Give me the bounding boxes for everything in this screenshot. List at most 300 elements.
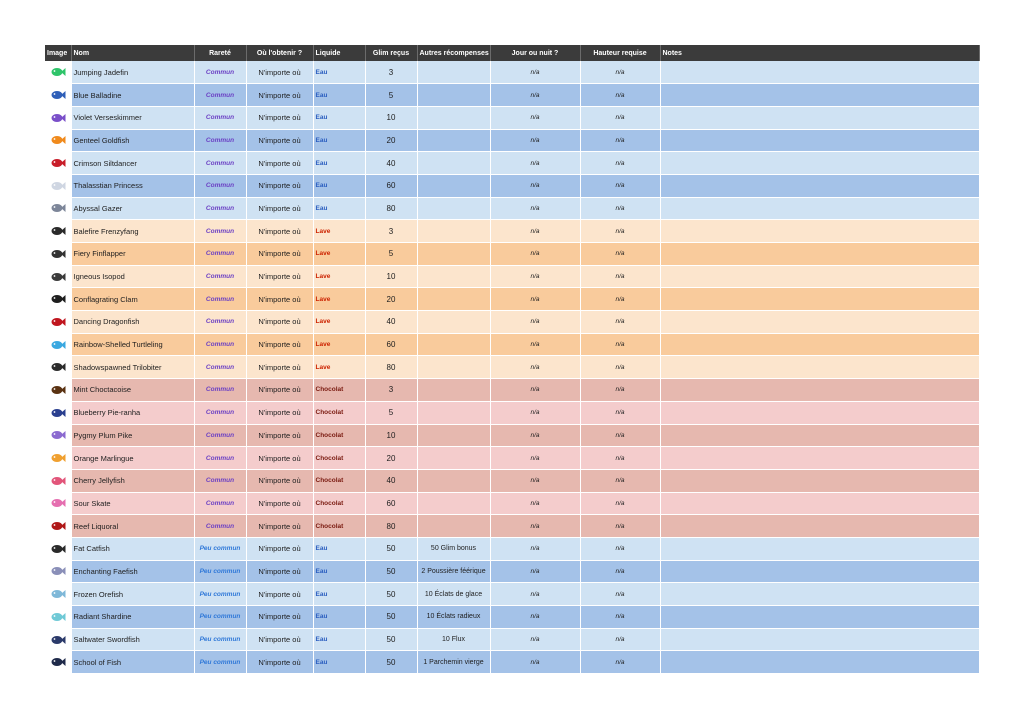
day-night-cell: n/a bbox=[490, 333, 580, 356]
day-night-cell: n/a bbox=[490, 265, 580, 288]
other-rewards-cell bbox=[417, 197, 490, 220]
table-row bbox=[45, 469, 979, 492]
fish-name: Blueberry Pie-ranha bbox=[71, 401, 194, 424]
day-night-cell: n/a bbox=[490, 379, 580, 402]
dragonfish-icon bbox=[50, 314, 66, 330]
glim-cell: 50 bbox=[365, 583, 417, 606]
other-rewards-cell bbox=[417, 311, 490, 334]
header-rarity: Rareté bbox=[194, 45, 246, 61]
rarity-badge: Peu commun bbox=[194, 628, 246, 651]
fish-image-cell bbox=[45, 288, 71, 311]
day-night-cell: n/a bbox=[490, 401, 580, 424]
table-row bbox=[45, 129, 979, 152]
height-cell: n/a bbox=[580, 492, 660, 515]
header-other: Autres récompenses bbox=[417, 45, 490, 61]
other-rewards-cell bbox=[417, 129, 490, 152]
rarity-badge: Commun bbox=[194, 447, 246, 470]
notes-cell bbox=[660, 197, 979, 220]
notes-cell bbox=[660, 84, 979, 107]
day-night-cell: n/a bbox=[490, 469, 580, 492]
fish-name: Abyssal Gazer bbox=[71, 197, 194, 220]
location-cell: N'importe où bbox=[246, 106, 313, 129]
height-cell: n/a bbox=[580, 356, 660, 379]
other-rewards-cell: 1 Parchemin vierge bbox=[417, 651, 490, 674]
glim-cell: 10 bbox=[365, 424, 417, 447]
other-rewards-cell: 2 Poussière féérique bbox=[417, 560, 490, 583]
notes-cell bbox=[660, 288, 979, 311]
rarity-badge: Commun bbox=[194, 424, 246, 447]
liquid-cell: Eau bbox=[313, 560, 365, 583]
liquid-cell: Chocolat bbox=[313, 401, 365, 424]
day-night-cell: n/a bbox=[490, 288, 580, 311]
fish-name: Jumping Jadefin bbox=[71, 61, 194, 84]
liquid-cell: Lave bbox=[313, 265, 365, 288]
swordfish-icon bbox=[50, 632, 66, 648]
liquoral-icon bbox=[50, 518, 66, 534]
day-night-cell: n/a bbox=[490, 129, 580, 152]
glim-cell: 80 bbox=[365, 356, 417, 379]
rarity-badge: Commun bbox=[194, 197, 246, 220]
catfish-icon bbox=[50, 541, 66, 557]
glim-cell: 10 bbox=[365, 106, 417, 129]
notes-cell bbox=[660, 492, 979, 515]
notes-cell bbox=[660, 651, 979, 674]
other-rewards-cell bbox=[417, 220, 490, 243]
location-cell: N'importe où bbox=[246, 265, 313, 288]
table-row bbox=[45, 560, 979, 583]
fish-name: Dancing Dragonfish bbox=[71, 311, 194, 334]
other-rewards-cell: 10 Éclats de glace bbox=[417, 583, 490, 606]
fish-name: Enchanting Faefish bbox=[71, 560, 194, 583]
notes-cell bbox=[660, 333, 979, 356]
day-night-cell: n/a bbox=[490, 220, 580, 243]
height-cell: n/a bbox=[580, 515, 660, 538]
fish-image-cell bbox=[45, 106, 71, 129]
fish-image-cell bbox=[45, 174, 71, 197]
liquid-cell: Eau bbox=[313, 197, 365, 220]
day-night-cell: n/a bbox=[490, 515, 580, 538]
fish-image-cell bbox=[45, 197, 71, 220]
rarity-badge: Commun bbox=[194, 174, 246, 197]
location-cell: N'importe où bbox=[246, 129, 313, 152]
height-cell: n/a bbox=[580, 197, 660, 220]
other-rewards-cell: 10 Éclats radieux bbox=[417, 606, 490, 629]
school-of-fish-icon bbox=[50, 654, 66, 670]
glim-cell: 50 bbox=[365, 651, 417, 674]
location-cell: N'importe où bbox=[246, 424, 313, 447]
other-rewards-cell bbox=[417, 401, 490, 424]
day-night-cell: n/a bbox=[490, 492, 580, 515]
frenzyfang-icon bbox=[50, 223, 66, 239]
rarity-badge: Commun bbox=[194, 492, 246, 515]
rarity-badge: Commun bbox=[194, 243, 246, 266]
rarity-badge: Commun bbox=[194, 515, 246, 538]
notes-cell bbox=[660, 424, 979, 447]
rarity-badge: Commun bbox=[194, 152, 246, 175]
other-rewards-cell bbox=[417, 288, 490, 311]
notes-cell bbox=[660, 447, 979, 470]
fish-name: Mint Choctacoise bbox=[71, 379, 194, 402]
table-row bbox=[45, 583, 979, 606]
other-rewards-cell bbox=[417, 492, 490, 515]
glim-cell: 40 bbox=[365, 469, 417, 492]
other-rewards-cell bbox=[417, 106, 490, 129]
fish-image-cell bbox=[45, 61, 71, 84]
location-cell: N'importe où bbox=[246, 379, 313, 402]
glim-cell: 60 bbox=[365, 492, 417, 515]
finflapper-icon bbox=[50, 246, 66, 262]
day-night-cell: n/a bbox=[490, 197, 580, 220]
notes-cell bbox=[660, 628, 979, 651]
table-row bbox=[45, 401, 979, 424]
fish-image-cell bbox=[45, 651, 71, 674]
gazer-icon bbox=[50, 200, 66, 216]
location-cell: N'importe où bbox=[246, 469, 313, 492]
verseskimmer-icon bbox=[50, 110, 66, 126]
siltdancer-icon bbox=[50, 155, 66, 171]
fish-image-cell bbox=[45, 356, 71, 379]
liquid-cell: Eau bbox=[313, 606, 365, 629]
rarity-badge: Commun bbox=[194, 469, 246, 492]
fish-name: School of Fish bbox=[71, 651, 194, 674]
fish-image-cell bbox=[45, 492, 71, 515]
table-row bbox=[45, 356, 979, 379]
liquid-cell: Chocolat bbox=[313, 379, 365, 402]
rarity-badge: Peu commun bbox=[194, 537, 246, 560]
height-cell: n/a bbox=[580, 651, 660, 674]
fish-image-cell bbox=[45, 424, 71, 447]
rarity-badge: Peu commun bbox=[194, 583, 246, 606]
fish-image-cell bbox=[45, 265, 71, 288]
header-daynight: Jour ou nuit ? bbox=[490, 45, 580, 61]
location-cell: N'importe où bbox=[246, 628, 313, 651]
table-row bbox=[45, 447, 979, 470]
fish-name: Crimson Siltdancer bbox=[71, 152, 194, 175]
fish-name: Pygmy Plum Pike bbox=[71, 424, 194, 447]
table-row bbox=[45, 84, 979, 107]
day-night-cell: n/a bbox=[490, 174, 580, 197]
day-night-cell: n/a bbox=[490, 560, 580, 583]
fish-image-cell bbox=[45, 628, 71, 651]
height-cell: n/a bbox=[580, 333, 660, 356]
header-height: Hauteur requise bbox=[580, 45, 660, 61]
fish-name: Orange Marlingue bbox=[71, 447, 194, 470]
rarity-badge: Commun bbox=[194, 333, 246, 356]
table-row bbox=[45, 152, 979, 175]
fish-table bbox=[45, 45, 980, 674]
glim-cell: 50 bbox=[365, 560, 417, 583]
location-cell: N'importe où bbox=[246, 288, 313, 311]
marlingue-icon bbox=[50, 450, 66, 466]
glim-cell: 3 bbox=[365, 379, 417, 402]
notes-cell bbox=[660, 401, 979, 424]
day-night-cell: n/a bbox=[490, 152, 580, 175]
table-row bbox=[45, 311, 979, 334]
fish-image-cell bbox=[45, 537, 71, 560]
liquid-cell: Eau bbox=[313, 583, 365, 606]
glim-cell: 50 bbox=[365, 537, 417, 560]
fish-name: Balefire Frenzyfang bbox=[71, 220, 194, 243]
location-cell: N'importe où bbox=[246, 243, 313, 266]
liquid-cell: Chocolat bbox=[313, 515, 365, 538]
fish-image-cell bbox=[45, 220, 71, 243]
glim-cell: 60 bbox=[365, 174, 417, 197]
glim-cell: 3 bbox=[365, 220, 417, 243]
location-cell: N'importe où bbox=[246, 606, 313, 629]
day-night-cell: n/a bbox=[490, 447, 580, 470]
table-row bbox=[45, 492, 979, 515]
liquid-cell: Lave bbox=[313, 288, 365, 311]
table-row bbox=[45, 265, 979, 288]
rarity-badge: Commun bbox=[194, 220, 246, 243]
glim-cell: 20 bbox=[365, 447, 417, 470]
height-cell: n/a bbox=[580, 243, 660, 266]
notes-cell bbox=[660, 379, 979, 402]
table-body bbox=[45, 61, 979, 674]
jellyfish-icon bbox=[50, 473, 66, 489]
liquid-cell: Eau bbox=[313, 129, 365, 152]
other-rewards-cell bbox=[417, 447, 490, 470]
balladine-icon bbox=[50, 87, 66, 103]
glim-cell: 60 bbox=[365, 333, 417, 356]
jadefin-icon bbox=[50, 64, 66, 80]
fish-name: Reef Liquoral bbox=[71, 515, 194, 538]
fish-name: Thalasstian Princess bbox=[71, 174, 194, 197]
fish-image-cell bbox=[45, 401, 71, 424]
fish-name: Radiant Shardine bbox=[71, 606, 194, 629]
notes-cell bbox=[660, 220, 979, 243]
location-cell: N'importe où bbox=[246, 447, 313, 470]
liquid-cell: Eau bbox=[313, 174, 365, 197]
header-row bbox=[45, 45, 979, 61]
other-rewards-cell bbox=[417, 243, 490, 266]
fish-image-cell bbox=[45, 152, 71, 175]
glim-cell: 5 bbox=[365, 243, 417, 266]
day-night-cell: n/a bbox=[490, 61, 580, 84]
fish-image-cell bbox=[45, 84, 71, 107]
glim-cell: 50 bbox=[365, 606, 417, 629]
fish-name: Shadowspawned Trilobiter bbox=[71, 356, 194, 379]
day-night-cell: n/a bbox=[490, 356, 580, 379]
fish-name: Cherry Jellyfish bbox=[71, 469, 194, 492]
liquid-cell: Lave bbox=[313, 220, 365, 243]
glim-cell: 10 bbox=[365, 265, 417, 288]
liquid-cell: Eau bbox=[313, 61, 365, 84]
table-row bbox=[45, 61, 979, 84]
location-cell: N'importe où bbox=[246, 537, 313, 560]
rarity-badge: Commun bbox=[194, 61, 246, 84]
other-rewards-cell bbox=[417, 515, 490, 538]
orefish-icon bbox=[50, 586, 66, 602]
table-row bbox=[45, 379, 979, 402]
header-glim: Glim reçus bbox=[365, 45, 417, 61]
liquid-cell: Eau bbox=[313, 651, 365, 674]
location-cell: N'importe où bbox=[246, 333, 313, 356]
table-row bbox=[45, 220, 979, 243]
day-night-cell: n/a bbox=[490, 311, 580, 334]
day-night-cell: n/a bbox=[490, 84, 580, 107]
other-rewards-cell bbox=[417, 61, 490, 84]
table-row bbox=[45, 288, 979, 311]
height-cell: n/a bbox=[580, 129, 660, 152]
rarity-badge: Peu commun bbox=[194, 606, 246, 629]
liquid-cell: Lave bbox=[313, 356, 365, 379]
glim-cell: 40 bbox=[365, 311, 417, 334]
trilobiter-icon bbox=[50, 359, 66, 375]
fish-image-cell bbox=[45, 583, 71, 606]
princess-icon bbox=[50, 178, 66, 194]
glim-cell: 50 bbox=[365, 628, 417, 651]
location-cell: N'importe où bbox=[246, 492, 313, 515]
rarity-badge: Commun bbox=[194, 288, 246, 311]
fish-image-cell bbox=[45, 311, 71, 334]
notes-cell bbox=[660, 515, 979, 538]
rarity-badge: Commun bbox=[194, 311, 246, 334]
other-rewards-cell: 10 Flux bbox=[417, 628, 490, 651]
clam-icon bbox=[50, 291, 66, 307]
height-cell: n/a bbox=[580, 560, 660, 583]
table-row bbox=[45, 424, 979, 447]
location-cell: N'importe où bbox=[246, 651, 313, 674]
other-rewards-cell: 50 Glim bonus bbox=[417, 537, 490, 560]
height-cell: n/a bbox=[580, 424, 660, 447]
height-cell: n/a bbox=[580, 220, 660, 243]
header-notes: Notes bbox=[660, 45, 979, 61]
height-cell: n/a bbox=[580, 379, 660, 402]
height-cell: n/a bbox=[580, 606, 660, 629]
table-row bbox=[45, 606, 979, 629]
height-cell: n/a bbox=[580, 447, 660, 470]
header-where: Où l'obtenir ? bbox=[246, 45, 313, 61]
location-cell: N'importe où bbox=[246, 174, 313, 197]
liquid-cell: Eau bbox=[313, 106, 365, 129]
glim-cell: 3 bbox=[365, 61, 417, 84]
glim-cell: 40 bbox=[365, 152, 417, 175]
location-cell: N'importe où bbox=[246, 311, 313, 334]
fish-image-cell bbox=[45, 469, 71, 492]
header-liquid: Liquide bbox=[313, 45, 365, 61]
location-cell: N'importe où bbox=[246, 152, 313, 175]
shardine-icon bbox=[50, 609, 66, 625]
liquid-cell: Eau bbox=[313, 84, 365, 107]
location-cell: N'importe où bbox=[246, 515, 313, 538]
fish-name: Rainbow-Shelled Turtleling bbox=[71, 333, 194, 356]
height-cell: n/a bbox=[580, 469, 660, 492]
notes-cell bbox=[660, 243, 979, 266]
table-row bbox=[45, 106, 979, 129]
glim-cell: 80 bbox=[365, 197, 417, 220]
other-rewards-cell bbox=[417, 84, 490, 107]
table-row bbox=[45, 651, 979, 674]
notes-cell bbox=[660, 537, 979, 560]
pieranha-icon bbox=[50, 405, 66, 421]
choctacoise-icon bbox=[50, 382, 66, 398]
height-cell: n/a bbox=[580, 84, 660, 107]
fish-image-cell bbox=[45, 379, 71, 402]
rarity-badge: Commun bbox=[194, 84, 246, 107]
notes-cell bbox=[660, 106, 979, 129]
header-name: Nom bbox=[71, 45, 194, 61]
glim-cell: 80 bbox=[365, 515, 417, 538]
glim-cell: 5 bbox=[365, 401, 417, 424]
notes-cell bbox=[660, 152, 979, 175]
liquid-cell: Chocolat bbox=[313, 469, 365, 492]
day-night-cell: n/a bbox=[490, 583, 580, 606]
location-cell: N'importe où bbox=[246, 220, 313, 243]
isopod-icon bbox=[50, 269, 66, 285]
location-cell: N'importe où bbox=[246, 197, 313, 220]
location-cell: N'importe où bbox=[246, 583, 313, 606]
location-cell: N'importe où bbox=[246, 401, 313, 424]
other-rewards-cell bbox=[417, 265, 490, 288]
table-row bbox=[45, 537, 979, 560]
fish-name: Fat Catfish bbox=[71, 537, 194, 560]
rarity-badge: Commun bbox=[194, 401, 246, 424]
plum-pike-icon bbox=[50, 427, 66, 443]
liquid-cell: Lave bbox=[313, 243, 365, 266]
fish-image-cell bbox=[45, 447, 71, 470]
fish-name: Fiery Finflapper bbox=[71, 243, 194, 266]
fish-name: Conflagrating Clam bbox=[71, 288, 194, 311]
liquid-cell: Eau bbox=[313, 152, 365, 175]
day-night-cell: n/a bbox=[490, 606, 580, 629]
location-cell: N'importe où bbox=[246, 356, 313, 379]
rarity-badge: Commun bbox=[194, 129, 246, 152]
fish-name: Saltwater Swordfish bbox=[71, 628, 194, 651]
liquid-cell: Lave bbox=[313, 333, 365, 356]
header-image: Image bbox=[45, 45, 71, 61]
rarity-badge: Commun bbox=[194, 356, 246, 379]
goldfish-icon bbox=[50, 132, 66, 148]
other-rewards-cell bbox=[417, 333, 490, 356]
other-rewards-cell bbox=[417, 379, 490, 402]
other-rewards-cell bbox=[417, 356, 490, 379]
day-night-cell: n/a bbox=[490, 106, 580, 129]
glim-cell: 20 bbox=[365, 129, 417, 152]
liquid-cell: Chocolat bbox=[313, 492, 365, 515]
height-cell: n/a bbox=[580, 152, 660, 175]
table-row bbox=[45, 333, 979, 356]
notes-cell bbox=[660, 606, 979, 629]
liquid-cell: Chocolat bbox=[313, 424, 365, 447]
notes-cell bbox=[660, 311, 979, 334]
glim-cell: 20 bbox=[365, 288, 417, 311]
height-cell: n/a bbox=[580, 174, 660, 197]
table-row bbox=[45, 243, 979, 266]
notes-cell bbox=[660, 560, 979, 583]
other-rewards-cell bbox=[417, 174, 490, 197]
notes-cell bbox=[660, 356, 979, 379]
table-row bbox=[45, 628, 979, 651]
day-night-cell: n/a bbox=[490, 651, 580, 674]
notes-cell bbox=[660, 583, 979, 606]
height-cell: n/a bbox=[580, 583, 660, 606]
notes-cell bbox=[660, 174, 979, 197]
fish-name: Igneous Isopod bbox=[71, 265, 194, 288]
height-cell: n/a bbox=[580, 61, 660, 84]
fish-image-cell bbox=[45, 129, 71, 152]
height-cell: n/a bbox=[580, 628, 660, 651]
height-cell: n/a bbox=[580, 401, 660, 424]
day-night-cell: n/a bbox=[490, 628, 580, 651]
fish-image-cell bbox=[45, 515, 71, 538]
rarity-badge: Peu commun bbox=[194, 560, 246, 583]
rarity-badge: Commun bbox=[194, 106, 246, 129]
notes-cell bbox=[660, 469, 979, 492]
rarity-badge: Peu commun bbox=[194, 651, 246, 674]
faefish-icon bbox=[50, 563, 66, 579]
fish-name: Genteel Goldfish bbox=[71, 129, 194, 152]
